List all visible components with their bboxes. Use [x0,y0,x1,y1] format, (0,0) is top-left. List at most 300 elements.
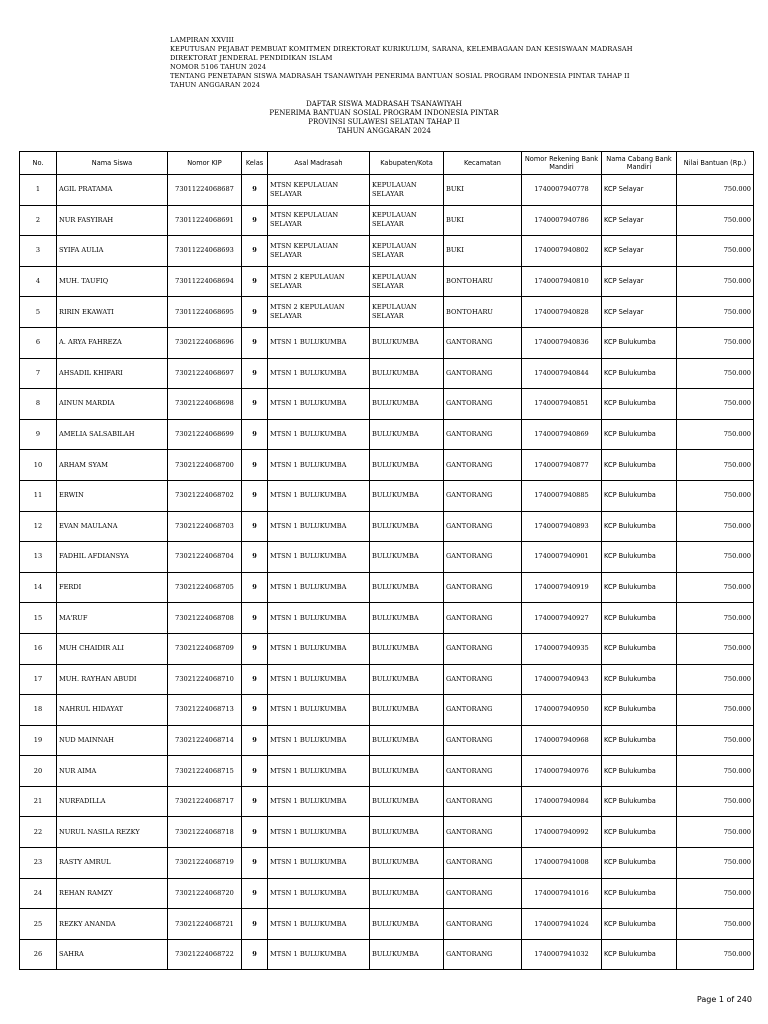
cell-regency: BULUKUMBA [370,633,444,664]
cell-district: GANTORANG [444,450,522,481]
cell-madrasah: MTSN 1 BULUKUMBA [268,450,370,481]
cell-district: GANTORANG [444,572,522,603]
cell-bank-branch: KCP Bulukumba [602,786,677,817]
cell-kip-number: 73021224068717 [168,786,242,817]
cell-student-name: AINUN MARDIA [57,389,168,420]
table-row [20,725,754,756]
cell-kip-number: 73011224068694 [168,266,242,297]
cell-madrasah: MTSN 1 BULUKUMBA [268,603,370,634]
cell-aid-amount: 750.000 [677,603,754,634]
table-row [20,205,754,236]
table-row [20,297,754,328]
cell-student-name: NUD MAINNAH [57,725,168,756]
cell-madrasah: MTSN 1 BULUKUMBA [268,542,370,573]
column-header: Kelas [242,152,268,175]
cell-aid-amount: 750.000 [677,236,754,267]
cell-kip-number: 73011224068691 [168,205,242,236]
cell-account-number: 1740007940950 [522,695,602,726]
cell-kip-number: 73021224068704 [168,542,242,573]
cell-district: GANTORANG [444,878,522,909]
cell-bank-branch: KCP Bulukumba [602,909,677,940]
cell-madrasah: MTSN 1 BULUKUMBA [268,909,370,940]
cell-madrasah: MTSN 1 BULUKUMBA [268,939,370,970]
cell-madrasah: MTSN 2 KEPULAUAN SELAYAR [268,266,370,297]
cell-regency: BULUKUMBA [370,480,444,511]
cell-regency: BULUKUMBA [370,909,444,940]
table-row [20,909,754,940]
cell-number: 18 [20,695,57,726]
cell-regency: BULUKUMBA [370,817,444,848]
cell-bank-branch: KCP Bulukumba [602,817,677,848]
cell-student-name: FERDI [57,572,168,603]
cell-student-name: NUR AIMA [57,756,168,787]
cell-aid-amount: 750.000 [677,695,754,726]
cell-student-name: MA'RUF [57,603,168,634]
table-row [20,817,754,848]
cell-madrasah: MTSN 1 BULUKUMBA [268,664,370,695]
cell-kip-number: 73021224068719 [168,848,242,879]
cell-aid-amount: 750.000 [677,511,754,542]
cell-aid-amount: 750.000 [677,939,754,970]
cell-account-number: 1740007940976 [522,756,602,787]
cell-kip-number: 73021224068700 [168,450,242,481]
cell-kip-number: 73011224068695 [168,297,242,328]
cell-account-number: 1740007941024 [522,909,602,940]
student-table [19,151,754,970]
cell-account-number: 1740007941032 [522,939,602,970]
cell-regency: BULUKUMBA [370,358,444,389]
cell-student-name: NAHRUL HIDAYAT [57,695,168,726]
cell-kip-number: 73021224068718 [168,817,242,848]
cell-regency: KEPULAUAN SELAYAR [370,175,444,206]
cell-number: 10 [20,450,57,481]
cell-madrasah: MTSN 1 BULUKUMBA [268,695,370,726]
cell-grade: 9 [242,786,268,817]
cell-student-name: RIRIN EKAWATI [57,297,168,328]
cell-kip-number: 73021224068710 [168,664,242,695]
cell-grade: 9 [242,848,268,879]
cell-account-number: 1740007940992 [522,817,602,848]
table-row [20,266,754,297]
cell-bank-branch: KCP Bulukumba [602,358,677,389]
cell-account-number: 1740007940810 [522,266,602,297]
cell-madrasah: MTSN 1 BULUKUMBA [268,572,370,603]
cell-student-name: SAHRA [57,939,168,970]
cell-district: GANTORANG [444,786,522,817]
cell-aid-amount: 750.000 [677,205,754,236]
title-line-4: TAHUN ANGGARAN 2024 [337,127,431,135]
cell-number: 5 [20,297,57,328]
cell-grade: 9 [242,297,268,328]
table-row [20,511,754,542]
cell-student-name: NURFADILLA [57,786,168,817]
cell-grade: 9 [242,389,268,420]
cell-grade: 9 [242,511,268,542]
cell-regency: BULUKUMBA [370,542,444,573]
cell-grade: 9 [242,450,268,481]
cell-regency: BULUKUMBA [370,786,444,817]
cell-district: GANTORANG [444,695,522,726]
cell-aid-amount: 750.000 [677,327,754,358]
cell-madrasah: MTSN 1 BULUKUMBA [268,389,370,420]
column-header: Nomor KIP [168,152,242,175]
cell-grade: 9 [242,939,268,970]
cell-account-number: 1740007940885 [522,480,602,511]
cell-district: GANTORANG [444,939,522,970]
cell-student-name: MUH. TAUFIQ [57,266,168,297]
cell-district: BUKI [444,175,522,206]
cell-madrasah: MTSN KEPULAUAN SELAYAR [268,205,370,236]
cell-aid-amount: 750.000 [677,480,754,511]
cell-kip-number: 73021224068708 [168,603,242,634]
cell-bank-branch: KCP Bulukumba [602,511,677,542]
cell-grade: 9 [242,817,268,848]
cell-aid-amount: 750.000 [677,909,754,940]
cell-account-number: 1740007940778 [522,175,602,206]
cell-grade: 9 [242,480,268,511]
cell-bank-branch: KCP Bulukumba [602,939,677,970]
cell-aid-amount: 750.000 [677,786,754,817]
cell-district: GANTORANG [444,542,522,573]
column-header: No. [20,152,57,175]
cell-aid-amount: 750.000 [677,878,754,909]
cell-bank-branch: KCP Bulukumba [602,725,677,756]
cell-kip-number: 73021224068699 [168,419,242,450]
cell-bank-branch: KCP Bulukumba [602,327,677,358]
cell-kip-number: 73021224068705 [168,572,242,603]
column-header: Asal Madrasah [268,152,370,175]
cell-regency: BULUKUMBA [370,327,444,358]
cell-madrasah: MTSN 1 BULUKUMBA [268,419,370,450]
cell-aid-amount: 750.000 [677,297,754,328]
cell-number: 3 [20,236,57,267]
table-row [20,786,754,817]
cell-bank-branch: KCP Selayar [602,175,677,206]
cell-number: 4 [20,266,57,297]
table-row [20,633,754,664]
cell-number: 26 [20,939,57,970]
title-line-3: PROVINSI SULAWESI SELATAN TAHAP II [308,118,460,126]
cell-regency: BULUKUMBA [370,603,444,634]
cell-aid-amount: 750.000 [677,419,754,450]
cell-aid-amount: 750.000 [677,389,754,420]
cell-bank-branch: KCP Bulukumba [602,756,677,787]
cell-number: 6 [20,327,57,358]
cell-district: GANTORANG [444,909,522,940]
cell-district: GANTORANG [444,633,522,664]
table-row [20,939,754,970]
table-row [20,236,754,267]
table-header-row [20,152,754,175]
cell-grade: 9 [242,419,268,450]
cell-regency: BULUKUMBA [370,848,444,879]
cell-number: 9 [20,419,57,450]
column-header: Nomor Rekening Bank Mandiri [522,152,602,175]
cell-district: GANTORANG [444,419,522,450]
cell-account-number: 1740007940802 [522,236,602,267]
cell-student-name: AGIL PRATAMA [57,175,168,206]
cell-number: 15 [20,603,57,634]
cell-bank-branch: KCP Selayar [602,297,677,328]
cell-account-number: 1740007940919 [522,572,602,603]
cell-aid-amount: 750.000 [677,358,754,389]
title-line-1: DAFTAR SISWA MADRASAH TSANAWIYAH [306,100,462,108]
cell-madrasah: MTSN 1 BULUKUMBA [268,817,370,848]
cell-aid-amount: 750.000 [677,175,754,206]
header-line-directorate: DIREKTORAT JENDERAL PENDIDIKAN ISLAM [170,54,333,62]
table-row [20,389,754,420]
cell-aid-amount: 750.000 [677,542,754,573]
column-header: Nilai Bantuan (Rp.) [677,152,754,175]
table-row [20,756,754,787]
cell-bank-branch: KCP Selayar [602,266,677,297]
cell-district: GANTORANG [444,511,522,542]
cell-grade: 9 [242,878,268,909]
table-row [20,695,754,726]
cell-madrasah: MTSN 1 BULUKUMBA [268,878,370,909]
cell-bank-branch: KCP Selayar [602,236,677,267]
cell-number: 24 [20,878,57,909]
cell-aid-amount: 750.000 [677,572,754,603]
cell-madrasah: MTSN 1 BULUKUMBA [268,633,370,664]
cell-regency: BULUKUMBA [370,511,444,542]
cell-student-name: NUR FASYIRAH [57,205,168,236]
cell-bank-branch: KCP Bulukumba [602,389,677,420]
table-row [20,419,754,450]
cell-number: 19 [20,725,57,756]
cell-regency: BULUKUMBA [370,695,444,726]
table-row [20,542,754,573]
cell-aid-amount: 750.000 [677,756,754,787]
cell-grade: 9 [242,603,268,634]
cell-student-name: A. ARYA FAHREZA [57,327,168,358]
cell-account-number: 1740007940927 [522,603,602,634]
table-row [20,480,754,511]
cell-madrasah: MTSN KEPULAUAN SELAYAR [268,236,370,267]
title-line-2: PENERIMA BANTUAN SOSIAL PROGRAM INDONESIA PINTAR [269,109,499,117]
cell-regency: KEPULAUAN SELAYAR [370,205,444,236]
column-header: Kabupaten/Kota [370,152,444,175]
cell-regency: KEPULAUAN SELAYAR [370,266,444,297]
cell-grade: 9 [242,664,268,695]
cell-aid-amount: 750.000 [677,817,754,848]
cell-bank-branch: KCP Bulukumba [602,603,677,634]
cell-student-name: ARHAM SYAM [57,450,168,481]
cell-account-number: 1740007940943 [522,664,602,695]
cell-bank-branch: KCP Bulukumba [602,878,677,909]
cell-number: 13 [20,542,57,573]
cell-district: GANTORANG [444,480,522,511]
cell-student-name: REHAN RAMZY [57,878,168,909]
cell-district: BUKI [444,236,522,267]
cell-district: GANTORANG [444,358,522,389]
cell-kip-number: 73021224068709 [168,633,242,664]
cell-regency: KEPULAUAN SELAYAR [370,236,444,267]
header-line-fiscal-year: TAHUN ANGGARAN 2024 [170,81,261,89]
cell-regency: BULUKUMBA [370,450,444,481]
cell-number: 14 [20,572,57,603]
cell-regency: BULUKUMBA [370,939,444,970]
cell-account-number: 1740007940901 [522,542,602,573]
cell-student-name: NURUL NASILA REZKY [57,817,168,848]
cell-grade: 9 [242,756,268,787]
cell-account-number: 1740007940844 [522,358,602,389]
cell-district: BONTOHARU [444,297,522,328]
cell-account-number: 1740007940968 [522,725,602,756]
cell-kip-number: 73021224068714 [168,725,242,756]
cell-student-name: SYIFA AULIA [57,236,168,267]
cell-account-number: 1740007941016 [522,878,602,909]
document-title [0,100,768,136]
cell-madrasah: MTSN 1 BULUKUMBA [268,848,370,879]
cell-number: 2 [20,205,57,236]
cell-account-number: 1740007940893 [522,511,602,542]
cell-madrasah: MTSN 1 BULUKUMBA [268,327,370,358]
cell-bank-branch: KCP Bulukumba [602,572,677,603]
cell-madrasah: MTSN 1 BULUKUMBA [268,480,370,511]
cell-account-number: 1740007941008 [522,848,602,879]
cell-grade: 9 [242,695,268,726]
cell-number: 7 [20,358,57,389]
cell-account-number: 1740007940984 [522,786,602,817]
table-row [20,175,754,206]
table-row [20,327,754,358]
cell-number: 17 [20,664,57,695]
cell-regency: KEPULAUAN SELAYAR [370,297,444,328]
cell-bank-branch: KCP Bulukumba [602,450,677,481]
cell-account-number: 1740007940869 [522,419,602,450]
table-row [20,572,754,603]
cell-regency: BULUKUMBA [370,756,444,787]
cell-madrasah: MTSN 1 BULUKUMBA [268,358,370,389]
cell-district: GANTORANG [444,817,522,848]
table-row [20,848,754,879]
cell-student-name: EVAN MAULANA [57,511,168,542]
cell-district: GANTORANG [444,327,522,358]
header-line-decree: KEPUTUSAN PEJABAT PEMBUAT KOMITMEN DIREKTORAT KURIKULUM, SARANA, KELEMBAGAAN DAN KESISWAAN MADRASAH [170,45,633,53]
header-line-appendix: LAMPIRAN XXVIII [170,36,234,44]
cell-kip-number: 73021224068702 [168,480,242,511]
cell-number: 11 [20,480,57,511]
cell-student-name: MUH CHAIDIR ALI [57,633,168,664]
cell-number: 23 [20,848,57,879]
cell-kip-number: 73011224068693 [168,236,242,267]
header-line-subject: TENTANG PENETAPAN SISWA MADRASAH TSANAWIYAH PENERIMA BANTUAN SOSIAL PROGRAM INDONESIA PINTAR TAHAP II [170,72,630,80]
cell-kip-number: 73021224068713 [168,695,242,726]
cell-number: 1 [20,175,57,206]
cell-madrasah: MTSN 1 BULUKUMBA [268,511,370,542]
cell-grade: 9 [242,909,268,940]
cell-number: 16 [20,633,57,664]
cell-student-name: ERWIN [57,480,168,511]
cell-bank-branch: KCP Selayar [602,205,677,236]
table-row [20,664,754,695]
cell-bank-branch: KCP Bulukumba [602,633,677,664]
cell-student-name: MUH. RAYHAN ABUDI [57,664,168,695]
cell-account-number: 1740007940935 [522,633,602,664]
cell-aid-amount: 750.000 [677,725,754,756]
cell-district: GANTORANG [444,603,522,634]
cell-regency: BULUKUMBA [370,419,444,450]
cell-grade: 9 [242,205,268,236]
cell-student-name: RASTY AMRUL [57,848,168,879]
cell-account-number: 1740007940836 [522,327,602,358]
cell-district: GANTORANG [444,848,522,879]
cell-grade: 9 [242,358,268,389]
column-header: Nama Cabang Bank Mandiri [602,152,677,175]
cell-kip-number: 73021224068698 [168,389,242,420]
cell-grade: 9 [242,572,268,603]
cell-regency: BULUKUMBA [370,572,444,603]
cell-number: 22 [20,817,57,848]
cell-bank-branch: KCP Bulukumba [602,480,677,511]
cell-grade: 9 [242,633,268,664]
cell-kip-number: 73011224068687 [168,175,242,206]
decree-header [170,36,633,90]
cell-student-name: REZKY ANANDA [57,909,168,940]
cell-account-number: 1740007940877 [522,450,602,481]
cell-kip-number: 73021224068696 [168,327,242,358]
cell-number: 21 [20,786,57,817]
table-row [20,878,754,909]
cell-student-name: FADHIL AFDIANSYA [57,542,168,573]
cell-kip-number: 73021224068721 [168,909,242,940]
cell-number: 12 [20,511,57,542]
cell-grade: 9 [242,266,268,297]
cell-grade: 9 [242,542,268,573]
cell-kip-number: 73021224068722 [168,939,242,970]
header-line-number: NOMOR 5106 TAHUN 2024 [170,63,267,71]
cell-madrasah: MTSN 1 BULUKUMBA [268,725,370,756]
cell-regency: BULUKUMBA [370,725,444,756]
cell-account-number: 1740007940851 [522,389,602,420]
cell-bank-branch: KCP Bulukumba [602,695,677,726]
cell-kip-number: 73021224068703 [168,511,242,542]
cell-bank-branch: KCP Bulukumba [602,419,677,450]
table-row [20,358,754,389]
cell-grade: 9 [242,236,268,267]
cell-aid-amount: 750.000 [677,450,754,481]
page-number: Page 1 of 240 [696,995,752,1004]
cell-aid-amount: 750.000 [677,664,754,695]
cell-regency: BULUKUMBA [370,664,444,695]
cell-kip-number: 73021224068720 [168,878,242,909]
cell-district: GANTORANG [444,756,522,787]
cell-number: 20 [20,756,57,787]
cell-number: 8 [20,389,57,420]
cell-district: GANTORANG [444,725,522,756]
cell-aid-amount: 750.000 [677,633,754,664]
cell-account-number: 1740007940786 [522,205,602,236]
cell-grade: 9 [242,327,268,358]
cell-district: GANTORANG [444,664,522,695]
cell-kip-number: 73021224068715 [168,756,242,787]
cell-grade: 9 [242,175,268,206]
cell-madrasah: MTSN 1 BULUKUMBA [268,786,370,817]
cell-aid-amount: 750.000 [677,848,754,879]
cell-madrasah: MTSN KEPULAUAN SELAYAR [268,175,370,206]
cell-grade: 9 [242,725,268,756]
table-row [20,603,754,634]
table-row [20,450,754,481]
cell-kip-number: 73021224068697 [168,358,242,389]
cell-district: GANTORANG [444,389,522,420]
cell-student-name: AHSADIL KHIFARI [57,358,168,389]
cell-regency: BULUKUMBA [370,878,444,909]
column-header: Nama Siswa [57,152,168,175]
cell-district: BONTOHARU [444,266,522,297]
cell-madrasah: MTSN 2 KEPULAUAN SELAYAR [268,297,370,328]
